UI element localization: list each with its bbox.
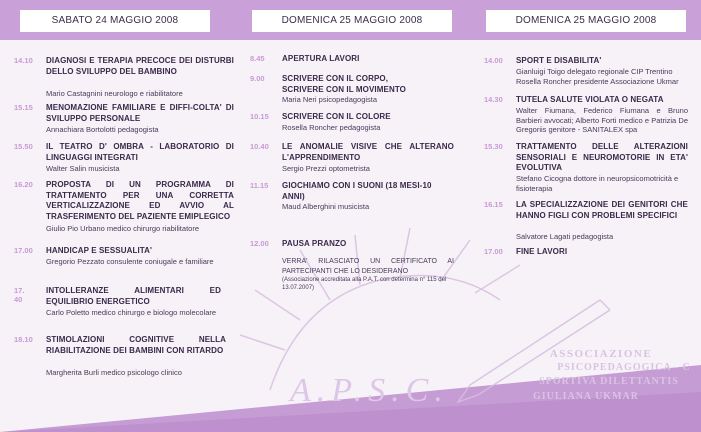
session-time: 16.15 (484, 200, 503, 209)
session-speaker: Walter Fiumana, Federico Fiumana e Bruno Barbieri avvocati; Alberto Forti medico e Patrizia De Gregoriis genitore - SANITALEX spa (516, 106, 688, 134)
session-time: 17. 40 (14, 286, 25, 304)
session-title: APERTURA LAVORI (282, 54, 360, 63)
session-time: 17.00 (14, 246, 33, 255)
session-time: 16.20 (14, 180, 33, 189)
session-time: 10.40 (250, 142, 269, 151)
session-title: SPORT E DISABILITA' (516, 56, 602, 65)
session-title: LE ANOMALIE VISIVE CHE ALTERANO L'APPRENDIMENTO (282, 142, 454, 162)
session-title: SCRIVERE CON IL COLORE (282, 112, 391, 121)
session-speaker: Margherita Burli medico psicologo clinico (46, 368, 182, 377)
session-speaker: Gregorio Pezzato consulente coniugale e familiare (46, 257, 214, 266)
session-speaker: Maria Neri psicopedagogista (282, 95, 378, 104)
session-title: HANDICAP E SESSUALITA' (46, 246, 153, 255)
session-title: PAUSA PRANZO (282, 239, 347, 248)
session-title: SCRIVERE CON IL CORPO, SCRIVERE CON IL MOVIMENTO (282, 74, 406, 94)
session-speaker: Giulio Pio Urbano medico chirurgo riabilitatore (46, 224, 199, 233)
aps-logo: A.P.S.C. (290, 372, 449, 409)
session-time: 14.30 (484, 95, 503, 104)
session-title: INTOLLERANZE ALIMENTARI ED EQUILIBRIO ENERGETICO (46, 286, 221, 306)
session-title: IL TEATRO D' OMBRA - LABORATORIO DI LINGUAGGI INTEGRATI (46, 142, 234, 162)
session-title: TRATTAMENTO DELLE ALTERAZIONI SENSORIALI E NEUROMOTORIE IN ETA' EVOLUTIVA (516, 142, 688, 172)
session-time: 10.15 (250, 112, 269, 121)
session-title: GIOCHIAMO CON I SUONI (18 MESI-10 ANNI) (282, 181, 432, 201)
accreditation-note: (Associazione accreditata alla P.A.T. con determina n° 115 del 13.07.2007) (282, 277, 447, 291)
session-time: 17.00 (484, 247, 503, 256)
session-speaker: Rosella Roncher pedagogista (282, 123, 381, 132)
header-day-3: DOMENICA 25 MAGGIO 2008 (486, 10, 686, 32)
session-time: 8.45 (250, 54, 265, 63)
session-time: 15.15 (14, 103, 33, 112)
session-title: TUTELA SALUTE VIOLATA O NEGATA (516, 95, 664, 104)
session-title: FINE LAVORI (516, 247, 568, 256)
session-title: PROPOSTA DI UN PROGRAMMA DI TRATTAMENTO PER UNA CORRETTA VERTICALIZZAZIONE ED AVVIO AL TRASFERIMENTO DEL PAZIENTE EMIPLEGICO (46, 180, 234, 221)
session-title: STIMOLAZIONI COGNITIVE NELLA RIABILITAZIONE DEI BAMBINI CON RITARDO (46, 335, 226, 355)
session-speaker: Gianluigi Toigo delegato regionale CIP Trentino Rosella Roncher presidente Associazione Ukmar (516, 67, 679, 86)
association-name-1: ASSOCIAZIONE (549, 348, 653, 360)
session-title: DIAGNOSI E TERAPIA PRECOCE DEI DISTURBI DELLO SVILUPPO DEL BAMBINO (46, 56, 234, 76)
session-time: 12.00 (250, 239, 269, 248)
session-time: 18.10 (14, 335, 33, 344)
session-speaker: Stefano Cicogna dottore in neuropsicomotricità e fisioterapia (516, 174, 679, 193)
session-speaker: Maud Alberghini musicista (282, 202, 370, 211)
session-speaker: Carlo Poletto medico chirurgo e biologo molecolare (46, 308, 217, 317)
session-time: 11.15 (250, 181, 269, 190)
session-speaker: Salvatore Lagati pedagogista (516, 232, 614, 241)
session-time: 14.00 (484, 56, 503, 65)
header-day-1: SABATO 24 MAGGIO 2008 (20, 10, 210, 32)
sun-logo (240, 228, 520, 390)
header-day-2: DOMENICA 25 MAGGIO 2008 (252, 10, 452, 32)
session-title: LA SPECIALIZZAZIONE DEI GENITORI CHE HANNO FIGLI CON PROBLEMI SPECIFICI (516, 200, 688, 220)
session-time: 15.30 (484, 142, 503, 151)
session-time: 15.50 (14, 142, 33, 151)
session-speaker: Mario Castagnini neurologo e riabilitatore (46, 89, 183, 98)
association-name-2: PSICOPEDAGOGICA - C (557, 362, 691, 373)
session-time: 14.10 (14, 56, 33, 65)
session-title: MENOMAZIONE FAMILIARE E DIFFI-COLTA' DI SVILUPPO PERSONALE (46, 103, 234, 123)
session-speaker: Sergio Prezzi optometrista (282, 164, 370, 173)
session-speaker: Walter Salin musicista (46, 164, 120, 173)
session-speaker: Annachiara Bortolotti pedagogista (46, 125, 159, 134)
association-name-3: SPORTIVA DILETTANTIS (539, 376, 679, 387)
certificate-note: VERRA' RILASCIATO UN CERTIFICATO AI PARTECIPANTI CHE LO DESIDERANO (282, 258, 454, 275)
session-time: 9.00 (250, 74, 265, 83)
association-name-4: GIULIANA UKMAR (533, 391, 639, 402)
